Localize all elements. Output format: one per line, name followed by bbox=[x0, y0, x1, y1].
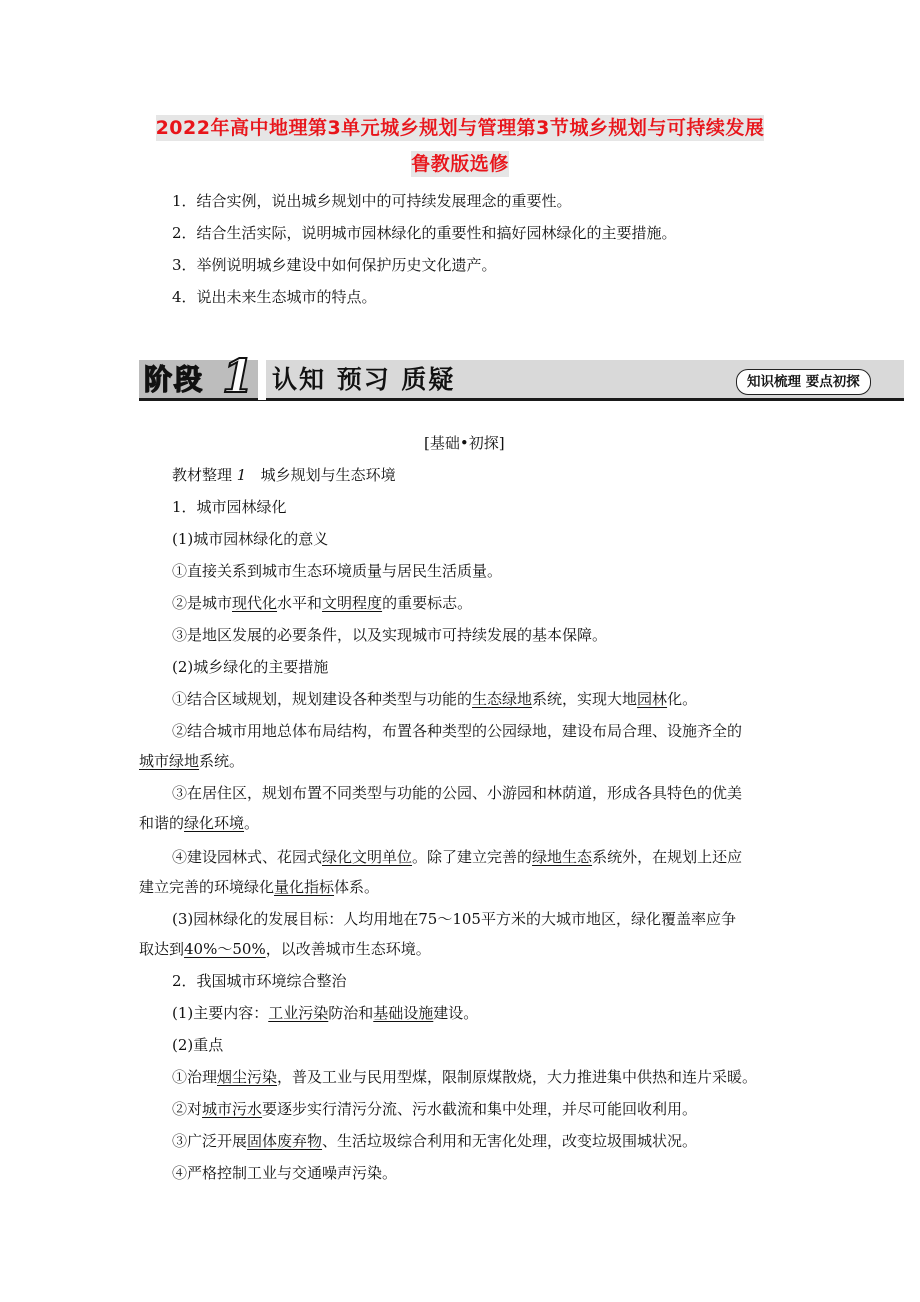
paragraph: ④建设园林式、花园式绿化文明单位。除了建立完善的绿地生态系统外，在规划上还应 bbox=[172, 848, 743, 866]
paragraph: ②对城市污水要逐步实行清污分流、污水截流和集中处理，并尽可能回收利用。 bbox=[172, 1100, 698, 1118]
fill-blank: 生态绿地 bbox=[472, 690, 533, 708]
paragraph: ③是地区发展的必要条件，以及实现城市可持续发展的基本保障。 bbox=[172, 626, 608, 644]
fill-blank: 40%～50% bbox=[184, 940, 266, 958]
fill-blank: 城市绿地 bbox=[139, 752, 200, 770]
document-title-line-1: 2022年高中地理第3单元城乡规划与管理第3节城乡规划与可持续发展 bbox=[155, 117, 765, 139]
paragraph: ③广泛开展固体废弃物、生活垃圾综合利用和无害化处理，改变垃圾围城状况。 bbox=[172, 1132, 698, 1150]
fill-blank: 园林 bbox=[637, 690, 668, 708]
fill-blank: 现代化 bbox=[232, 594, 278, 612]
paragraph-continuation: 和谐的绿化环境。 bbox=[139, 814, 260, 832]
material-heading bbox=[172, 464, 396, 486]
objective-item: 2．结合生活实际，说明城市园林绿化的重要性和搞好园林绿化的主要措施。 bbox=[172, 224, 677, 242]
paragraph-continuation: 城市绿地系统。 bbox=[139, 752, 245, 770]
paragraph-continuation: 建立完善的环境绿化量化指标体系。 bbox=[139, 878, 380, 896]
material-prefix: 教材整理 bbox=[172, 466, 233, 484]
subheading-significance: (1)城市园林绿化的意义 bbox=[172, 530, 329, 548]
document-title-line-2: 鲁教版选修 bbox=[411, 153, 509, 175]
fill-blank: 文明程度 bbox=[322, 594, 383, 612]
stage-tag: 知识梳理 要点初探 bbox=[736, 369, 871, 395]
paragraph: ④严格控制工业与交通噪声污染。 bbox=[172, 1164, 398, 1182]
paragraph: ②是城市现代化水平和文明程度的重要标志。 bbox=[172, 594, 473, 612]
fill-blank: 绿地生态 bbox=[532, 848, 593, 866]
fill-blank: 烟尘污染 bbox=[217, 1068, 278, 1086]
paragraph: (3)园林绿化的发展目标：人均用地在75～105平方米的大城市地区，绿化覆盖率应争 bbox=[172, 910, 736, 928]
stage-word: 阶段 bbox=[144, 363, 205, 396]
paragraph: ②结合城市用地总体布局结构，布置各种类型的公园绿地，建设布局合理、设施齐全的 bbox=[172, 722, 743, 740]
fill-blank: 量化指标 bbox=[274, 878, 335, 896]
paragraph: ①结合区域规划，规划建设各种类型与功能的生态绿地系统，实现大地园林化。 bbox=[172, 690, 698, 708]
stage-number: 1 bbox=[222, 349, 255, 403]
subheading-measures: (2)城乡绿化的主要措施 bbox=[172, 658, 329, 676]
stage-title: 认知 预习 质疑 bbox=[272, 365, 456, 394]
paragraph-continuation: 取达到40%～50%，以改善城市生态环境。 bbox=[139, 940, 431, 958]
fill-blank: 绿化文明单位 bbox=[322, 848, 413, 866]
heading-environment-remediation: 2．我国城市环境综合整治 bbox=[172, 972, 347, 990]
stage-separator bbox=[258, 360, 266, 400]
subheading-key-points: (2)重点 bbox=[172, 1036, 224, 1054]
heading-urban-greening: 1．城市园林绿化 bbox=[172, 498, 287, 516]
objective-item: 3．举例说明城乡建设中如何保护历史文化遗产。 bbox=[172, 256, 497, 274]
fill-blank: 固体废弃物 bbox=[247, 1132, 323, 1150]
objective-item: 4．说出未来生态城市的特点。 bbox=[172, 288, 377, 306]
paragraph: ③在居住区，规划布置不同类型与功能的公园、小游园和林荫道，形成各具特色的优美 bbox=[172, 784, 743, 802]
paragraph: ①治理烟尘污染，普及工业与民用型煤，限制原煤散烧，大力推进集中供热和连片采暖。 bbox=[172, 1068, 758, 1086]
paragraph: (1)主要内容：工业污染防治和基础设施建设。 bbox=[172, 1004, 479, 1022]
material-title: 城乡规划与生态环境 bbox=[260, 466, 396, 484]
fill-blank: 基础设施 bbox=[373, 1004, 434, 1022]
paragraph: ①直接关系到城市生态环境质量与居民生活质量。 bbox=[172, 562, 503, 580]
material-number: 1 bbox=[236, 466, 247, 484]
fill-blank: 城市污水 bbox=[202, 1100, 263, 1118]
section-tag: [基础•初探] bbox=[424, 434, 505, 452]
fill-blank: 工业污染 bbox=[268, 1004, 329, 1022]
fill-blank: 绿化环境 bbox=[184, 814, 245, 832]
objective-item: 1．结合实例，说出城乡规划中的可持续发展理念的重要性。 bbox=[172, 192, 572, 210]
